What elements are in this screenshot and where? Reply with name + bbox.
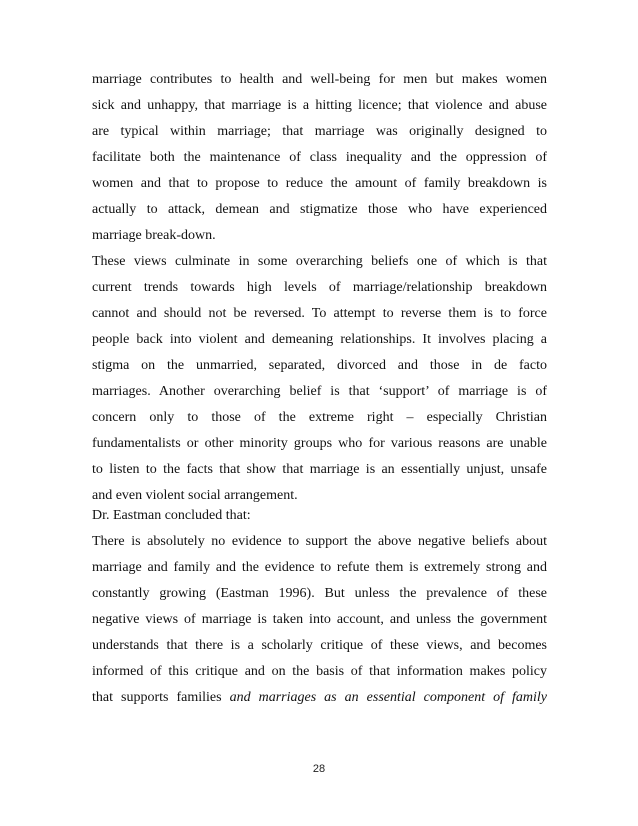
- text-line: cannot and should not be reversed. To attempt to reverse them is to force: [92, 306, 547, 321]
- text-line: to listen to the facts that show that marriage is an essentially unjust, unsafe: [92, 462, 547, 477]
- text-line: women and that to propose to reduce the amount of family breakdown is: [92, 176, 547, 191]
- text-line: marriage break-down.: [92, 228, 216, 243]
- text-line: people back into violent and demeaning relationships. It involves placing a: [92, 332, 547, 347]
- text-line: fundamentalists or other minority groups who for various reasons are unable: [92, 436, 547, 451]
- paragraph-eastman-conclusion: [92, 503, 547, 711]
- text-line: and even violent social arrangement.: [92, 488, 298, 503]
- text-line: marriage contributes to health and well-being for men but makes women: [92, 72, 547, 87]
- text-line: marriage and family and the evidence to refute them is extremely strong and: [92, 560, 547, 575]
- text-line: are typical within marriage; that marriage was originally designed to: [92, 124, 547, 139]
- paragraph-overarching-beliefs: [92, 249, 547, 509]
- text-line: current trends towards high levels of marriage/relationship breakdown: [92, 280, 547, 295]
- text-line: facilitate both the maintenance of class inequality and the oppression of: [92, 150, 547, 165]
- text-italic: and marriages as an essential component of family: [229, 690, 547, 705]
- paragraph-marriage-effects: [92, 67, 547, 249]
- text-line: constantly growing (Eastman 1996). But unless the prevalence of these: [92, 586, 547, 601]
- text-line: marriages. Another overarching belief is that ‘support’ of marriage is of: [92, 384, 547, 399]
- text-line: stigma on the unmarried, separated, divorced and those in de facto: [92, 358, 547, 373]
- text-line: sick and unhappy, that marriage is a hitting licence; that violence and abuse: [92, 98, 547, 113]
- page-number: 28: [312, 763, 326, 775]
- text-line-mixed: [92, 685, 547, 711]
- text-line: informed of this critique and on the basis of that information makes policy: [92, 664, 547, 679]
- text-line: negative views of marriage is taken into account, and unless the government: [92, 612, 547, 627]
- text-regular: that supports families: [92, 690, 230, 705]
- text-line: concern only to those of the extreme right – especially Christian: [92, 410, 547, 425]
- text-line: actually to attack, demean and stigmatize those who have experienced: [92, 202, 547, 217]
- text-line: understands that there is a scholarly critique of these views, and becomes: [92, 638, 547, 653]
- text-line: There is absolutely no evidence to support the above negative beliefs about: [92, 534, 547, 549]
- text-line: These views culminate in some overarching beliefs one of which is that: [92, 254, 547, 269]
- text-line: Dr. Eastman concluded that:: [92, 508, 251, 523]
